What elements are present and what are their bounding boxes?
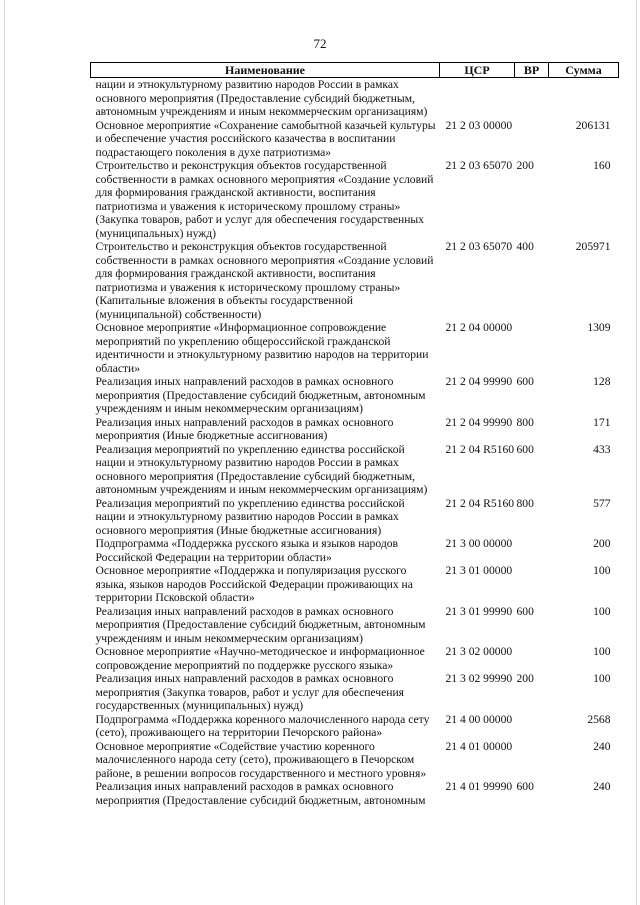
row-name: Основное мероприятие «Сохранение самобытной казачьей культуры и обеспечение участия российского казачества в воспитании подрастающего поколения в духе патриотизма» [95, 118, 436, 159]
row-csr: 21 3 02 00000 [445, 645, 513, 658]
row-sum [549, 78, 619, 119]
row-vr [515, 564, 549, 605]
row-csr: 21 2 04 99990 [445, 415, 513, 429]
row-sum: 100 [593, 564, 611, 577]
row-name: Реализация иных направлений расходов в рамках основного мероприятия (Закупка товаров, работ и услуг для обеспечения государственных (муниципальных) нужд) [95, 672, 404, 712]
table-row [91, 443, 619, 497]
row-vr [515, 645, 549, 672]
row-sum: 100 [593, 604, 611, 618]
row-vr [515, 119, 549, 160]
row-csr: 21 4 01 00000 [445, 739, 513, 753]
row-csr: 21 2 03 65070 [445, 159, 513, 172]
table-row [91, 645, 619, 672]
row-csr: 21 3 00 00000 [445, 537, 513, 550]
row-sum: 577 [593, 496, 611, 510]
row-name: Строительство и реконструкция объектов государственной собственности в рамках основного мероприятия «Создание условий для формирования гражданской активности, воспитания патриотизма и уважения к историческому прошлому страны» (Закупка товаров, работ и услуг для обеспечения государственных (муниципальных) нужд) [95, 159, 434, 240]
row-name: Реализация мероприятий по укреплению единства российской нации и этнокультурному развитию народов России в рамках основного мероприятия (Иные бюджетные ассигнования) [95, 496, 405, 537]
table-body [91, 78, 619, 808]
row-vr: 800 [516, 496, 534, 510]
row-csr: 21 2 04 99990 [445, 375, 513, 388]
header-csr: ЦСР [440, 63, 515, 78]
row-vr: 400 [516, 240, 534, 253]
row-csr: 21 3 01 99990 [445, 604, 513, 618]
row-sum: 200 [593, 537, 611, 550]
row-vr [515, 713, 549, 740]
table-row [91, 672, 619, 713]
table-row [91, 537, 619, 564]
row-csr: 21 4 00 00000 [445, 712, 513, 726]
table-row [91, 375, 619, 416]
table-row [91, 78, 619, 119]
row-csr: 21 2 04 00000 [445, 321, 513, 334]
header-vr: ВР [515, 63, 549, 78]
row-name: Реализация иных направлений расходов в рамках основного мероприятия (Предоставление субсидий бюджетным, автономным учреждениям и иным некоммерческим организациям) [95, 604, 426, 645]
row-name: нации и этнокультурному развитию народов России в рамках основного мероприятия (Предоставление субсидий бюджетным, автономным учреждениям и иным некоммерческим организациям) [95, 78, 428, 118]
row-csr: 21 2 03 65070 [445, 240, 513, 253]
table-row [91, 564, 619, 605]
row-vr [515, 537, 549, 564]
table-row [91, 159, 619, 240]
row-sum: 100 [593, 672, 611, 685]
table-row [91, 119, 619, 160]
row-name: Подпрограмма «Поддержка коренного малочисленного народа сету (сето), проживающего на территории Печорского района» [95, 712, 430, 739]
table-row [91, 240, 619, 321]
page-number: 72 [313, 36, 327, 51]
row-sum: 240 [593, 780, 611, 793]
row-vr: 800 [516, 415, 534, 429]
row-vr [515, 78, 549, 119]
table-row [91, 497, 619, 538]
header-name: Наименование [91, 63, 440, 78]
row-name: Реализация иных направлений расходов в рамках основного мероприятия (Иные бюджетные ассигнования) [95, 415, 394, 442]
row-csr: 21 3 01 00000 [445, 564, 513, 577]
scan-left-edge [4, 0, 5, 905]
scan-right-edge [636, 0, 637, 905]
row-sum: 171 [593, 415, 611, 429]
table-row [91, 605, 619, 646]
row-vr: 600 [516, 375, 534, 388]
row-vr [515, 321, 549, 375]
row-name: Основное мероприятие «Научно-методическое и информационное сопровождение мероприятий по поддержке русского языка» [95, 645, 425, 672]
row-vr: 200 [516, 672, 534, 685]
row-name: Реализация иных направлений расходов в рамках основного мероприятия (Предоставление субсидий бюджетным, автономным [95, 780, 426, 807]
row-sum: 205971 [575, 240, 611, 253]
table-row [91, 321, 619, 375]
row-sum: 128 [593, 375, 611, 388]
row-sum: 2568 [587, 712, 611, 726]
row-vr [515, 740, 549, 781]
row-name: Строительство и реконструкция объектов государственной собственности в рамках основного мероприятия «Создание условий для формирования гражданской активности, воспитания патриотизма и уважения к историческому прошлому страны» (Капитальные вложения в объекты государственной (муниципальной) собственности) [95, 240, 434, 321]
table-row [91, 713, 619, 740]
row-name: Основное мероприятие «Информационное сопровождение мероприятий по укреплению общероссийской гражданской идентичности и этнокультурному развитию народов на территории области» [95, 321, 429, 375]
row-csr: 21 2 03 00000 [445, 118, 513, 132]
row-csr: 21 3 02 99990 [445, 672, 513, 685]
row-sum: 160 [593, 159, 611, 172]
row-name: Подпрограмма «Поддержка русского языка и языков народов Российской Федерации на территории области» [95, 537, 398, 564]
row-csr: 21 4 01 99990 [445, 780, 513, 793]
row-vr: 600 [516, 780, 534, 793]
table-row [91, 780, 619, 807]
row-name: Реализация мероприятий по укреплению единства российской нации и этнокультурному развитию народов России в рамках основного мероприятия (Предоставление субсидий бюджетным, автономным учреждениям и иным некоммерческим организациям) [95, 442, 428, 496]
budget-table [90, 62, 619, 807]
row-vr: 200 [516, 159, 534, 172]
row-sum: 433 [593, 442, 611, 456]
row-name: Основное мероприятие «Поддержка и популяризация русского языка, языков народов Российской Федерации проживающих на территории Псковской области» [95, 564, 413, 604]
header-sum: Сумма [549, 63, 619, 78]
row-name: Основное мероприятие «Содействие участию коренного малочисленного народа сету (сето), проживающего в Печорском районе, в решении вопросов государственного и местного уровня» [95, 739, 427, 780]
row-sum: 100 [593, 645, 611, 658]
row-csr: 21 2 04 R5160 [445, 496, 515, 510]
table-row [91, 740, 619, 781]
row-sum: 1309 [587, 321, 611, 334]
table-row [91, 416, 619, 443]
row-sum: 206131 [575, 118, 611, 132]
table-header-row [91, 63, 619, 78]
row-vr: 600 [516, 604, 534, 618]
row-csr [440, 78, 515, 119]
row-vr: 600 [516, 442, 534, 456]
row-sum: 240 [593, 739, 611, 753]
row-csr: 21 2 04 R5160 [445, 442, 515, 456]
row-name: Реализация иных направлений расходов в рамках основного мероприятия (Предоставление субсидий бюджетным, автономным учреждениям и иным некоммерческим организациям) [95, 375, 426, 415]
